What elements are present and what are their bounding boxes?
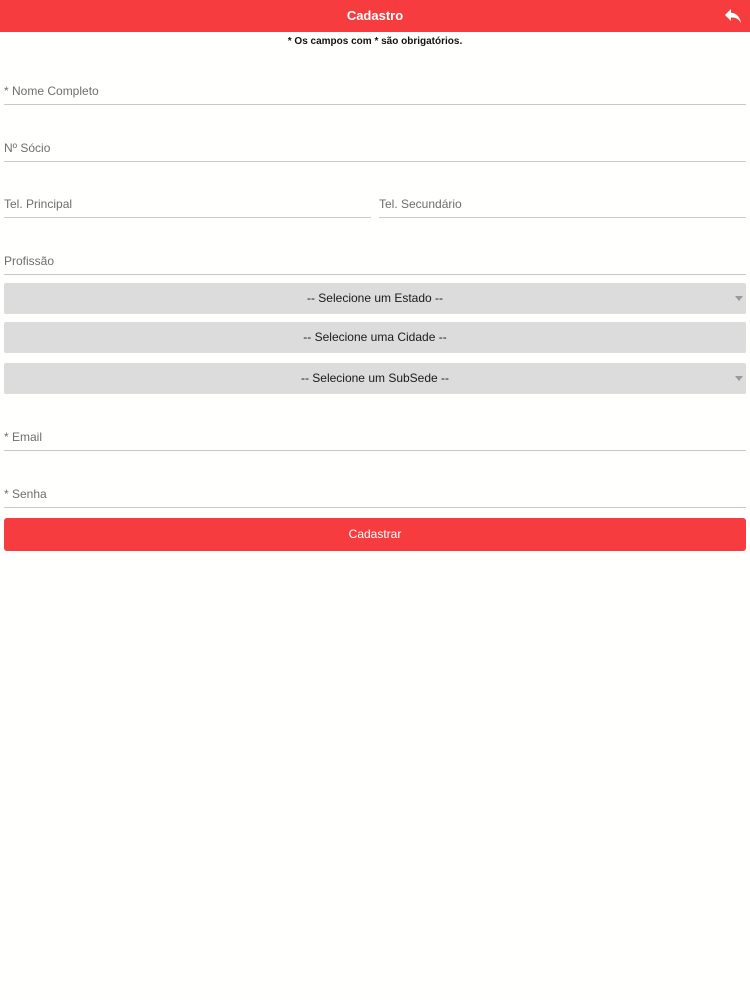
password-input[interactable] [4, 481, 746, 507]
reply-arrow-icon [724, 8, 742, 24]
app-header [0, 0, 750, 32]
register-button[interactable]: Cadastrar [4, 518, 746, 551]
password-field[interactable] [4, 481, 746, 508]
city-select[interactable] [4, 322, 746, 353]
state-select-label: -- Selecione um Estado -- [306, 291, 444, 305]
state-select[interactable] [4, 283, 746, 314]
main-phone-input[interactable] [4, 191, 371, 217]
member-number-field[interactable] [4, 135, 746, 162]
profession-input[interactable] [4, 248, 746, 274]
secondary-phone-input[interactable] [379, 191, 746, 217]
page-title: Cadastro [346, 8, 404, 23]
city-select-label: -- Selecione uma Cidade -- [303, 330, 447, 344]
email-field[interactable] [4, 424, 746, 451]
back-button[interactable] [720, 4, 746, 28]
chevron-down-icon [735, 296, 743, 301]
member-number-input[interactable] [4, 135, 746, 161]
profession-field[interactable] [4, 248, 746, 275]
required-fields-notice: * Os campos com * são obrigatórios. [287, 36, 463, 47]
email-input[interactable] [4, 424, 746, 450]
subsede-select-label: -- Selecione um SubSede -- [300, 371, 450, 385]
chevron-down-icon [735, 376, 743, 381]
secondary-phone-field[interactable] [379, 191, 746, 218]
subsede-select[interactable] [4, 363, 746, 394]
full-name-input[interactable] [4, 78, 746, 104]
full-name-field[interactable] [4, 78, 746, 105]
main-phone-field[interactable] [4, 191, 371, 218]
